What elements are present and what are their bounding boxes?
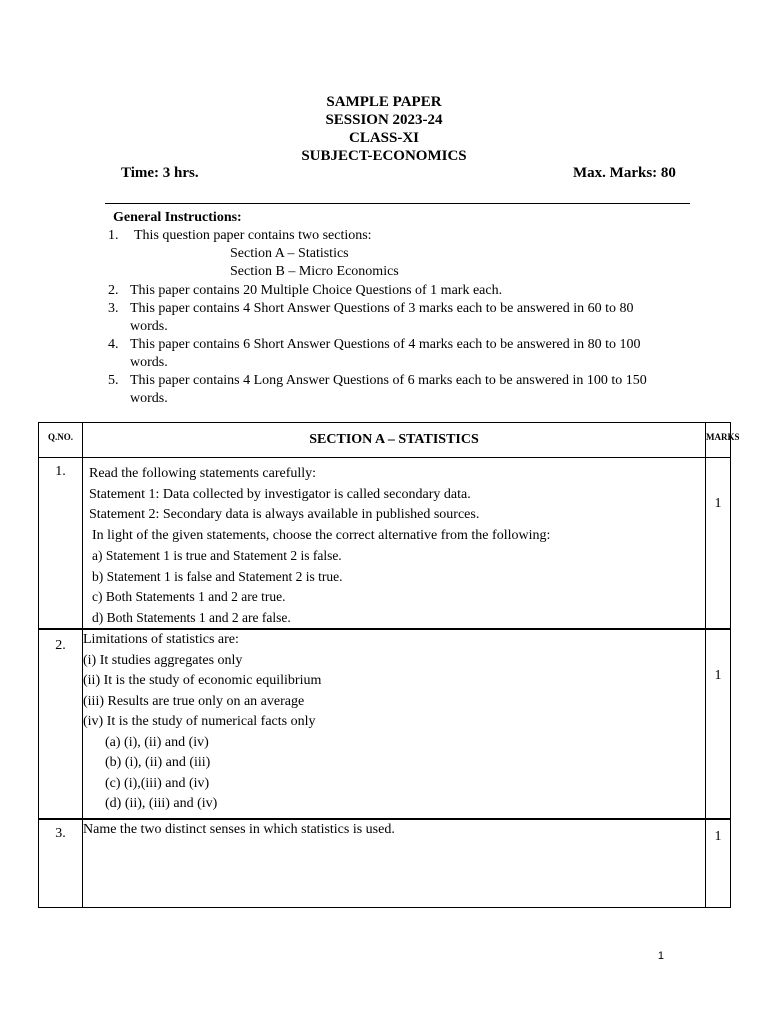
table-row (39, 819, 731, 907)
question-line: Read the following statements carefully: (89, 466, 317, 481)
instruction-text: This paper contains 4 Short Answer Questions of 3 marks each to be answered in 60 to 80 (130, 301, 634, 316)
question-number: 2. (39, 629, 83, 819)
max-marks-label: Max. Marks: 80 (573, 165, 676, 181)
table-row (39, 629, 731, 819)
question-marks: 1 (706, 629, 731, 819)
instruction-text: This question paper contains two sections: (134, 228, 372, 243)
question-line: Statement 1: Data collected by investigator is called secondary data. (89, 486, 471, 502)
question-body (83, 458, 706, 630)
instruction-num: 2. (108, 283, 119, 298)
question-line: Limitations of statistics are: (83, 632, 239, 647)
question-number: 3. (39, 819, 83, 907)
paper-title: SAMPLE PAPER (326, 94, 442, 110)
instruction-num: 1. (108, 228, 119, 243)
option-d: (d) (ii), (iii) and (iv) (105, 796, 218, 811)
option-d: d) Both Statements 1 and 2 are false. (92, 609, 291, 625)
marks-header: MARKS (706, 423, 731, 458)
instruction-num: 3. (108, 301, 119, 316)
question-marks: 1 (706, 819, 731, 907)
instruction-num: 5. (108, 373, 119, 388)
instructions-heading: General Instructions: (113, 210, 242, 225)
question-line: (iv) It is the study of numerical facts only (83, 714, 316, 729)
question-line: Statement 2: Secondary data is always available in published sources. (89, 507, 480, 522)
question-line: In light of the given statements, choose the correct alternative from the following: (92, 527, 551, 543)
option-a: (a) (i), (ii) and (iv) (105, 734, 209, 750)
instruction-text: words. (130, 319, 168, 334)
instruction-text: This paper contains 6 Short Answer Questions of 4 marks each to be answered in 80 to 100 (130, 337, 641, 352)
instruction-text: Section B – Micro Economics (230, 264, 399, 279)
question-table (38, 422, 740, 908)
instruction-text: This paper contains 4 Long Answer Questions of 6 marks each to be answered in 100 to 150 (130, 373, 647, 388)
instruction-text: This paper contains 20 Multiple Choice Questions of 1 mark each. (130, 283, 503, 298)
option-a: a) Statement 1 is true and Statement 2 is false. (92, 548, 342, 563)
instruction-num: 4. (108, 337, 119, 352)
question-line: (i) It studies aggregates only (83, 652, 243, 668)
class-label: CLASS-XI (348, 130, 420, 146)
option-b: (b) (i), (ii) and (iii) (105, 755, 211, 770)
instruction-text: words. (130, 355, 168, 370)
question-line: (iii) Results are true only on an average (83, 693, 305, 709)
table-row (39, 458, 731, 630)
question-line: (ii) It is the study of economic equilibrium (83, 673, 322, 688)
header-divider (105, 203, 690, 204)
option-c: (c) (i),(iii) and (iv) (105, 775, 210, 791)
instruction-text: words. (130, 391, 168, 406)
question-body (83, 629, 706, 819)
question-marks: 1 (706, 458, 731, 630)
question-body (83, 819, 706, 907)
option-c: c) Both Statements 1 and 2 are true. (92, 589, 286, 604)
question-number: 1. (39, 458, 83, 630)
qno-header: Q.NO. (39, 423, 83, 458)
page-number: 1 (657, 950, 664, 962)
time-label: Time: 3 hrs. (121, 165, 199, 181)
subject-label: SUBJECT-ECONOMICS (301, 148, 467, 164)
section-header: SECTION A – STATISTICS (83, 423, 706, 458)
instruction-text: Section A – Statistics (230, 246, 349, 261)
session-label: SESSION 2023-24 (325, 112, 443, 128)
question-line: Name the two distinct senses in which statistics is used. (83, 822, 395, 837)
table-header-row (39, 423, 731, 458)
option-b: b) Statement 1 is false and Statement 2 is true. (92, 568, 343, 584)
